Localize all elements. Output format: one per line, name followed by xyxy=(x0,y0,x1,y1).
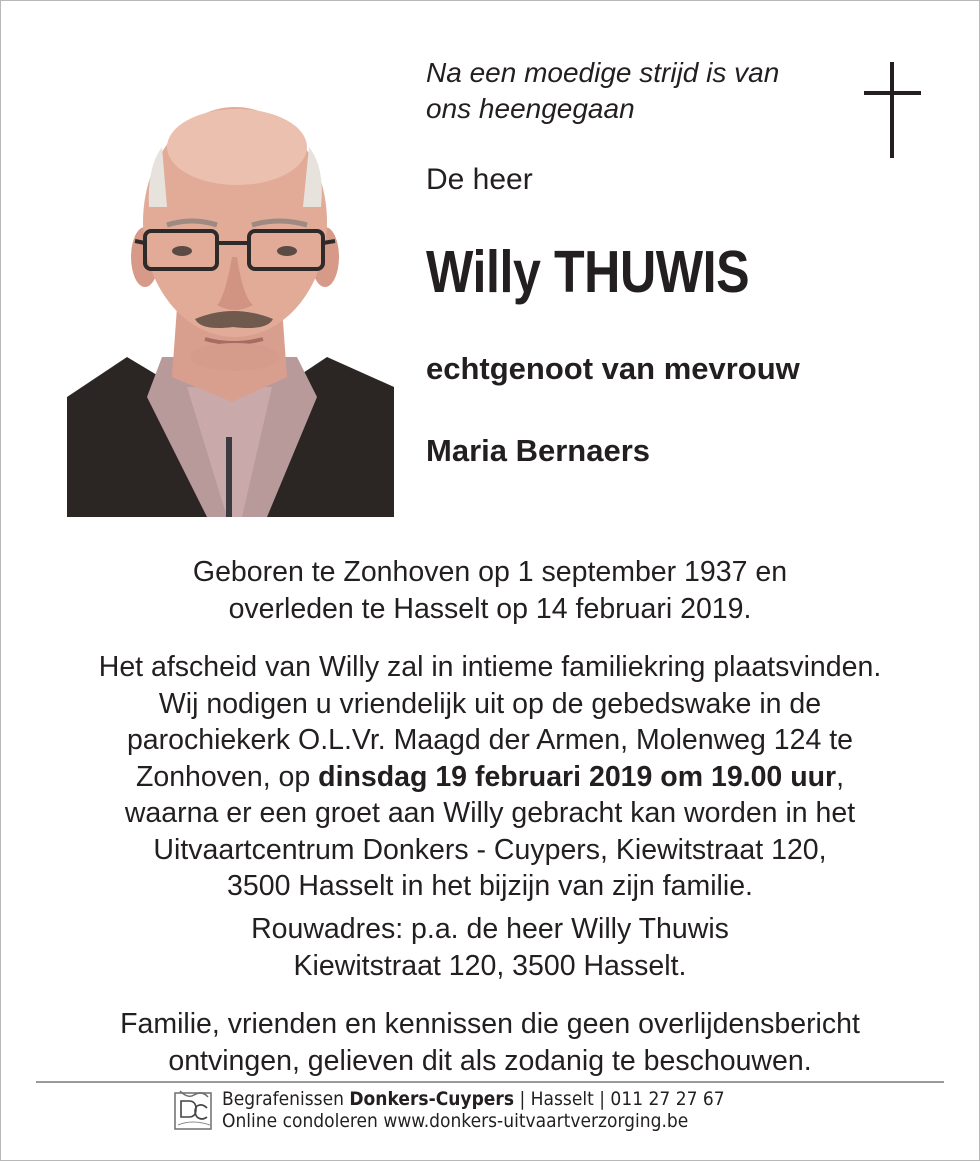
salutation: De heer xyxy=(426,163,533,196)
footer-company: Donkers-Cuypers xyxy=(349,1088,515,1110)
mourning-address-line-2: Kiewitstraat 120, 3500 Hasselt. xyxy=(293,949,687,982)
portrait-photo xyxy=(67,57,394,517)
footer-separator-2: | xyxy=(593,1088,611,1110)
cross-icon xyxy=(864,62,924,160)
footer-divider xyxy=(36,1081,944,1083)
death-line: overleden te Hasselt op 14 februari 2019. xyxy=(228,592,752,625)
ceremony-date: dinsdag 19 februari 2019 om 19.00 uur xyxy=(318,760,837,793)
deceased-name: Willy THUWIS xyxy=(426,239,750,305)
intro-text xyxy=(426,55,846,127)
mourning-address-line-1: Rouwadres: p.a. de heer Willy Thuwis xyxy=(251,913,729,945)
ceremony-line-2: Wij nodigen u vriendelijk uit op de gebedswake in de xyxy=(158,687,822,720)
notice-line-2: ontvingen, gelieven dit als zodanig te beschouwen. xyxy=(168,1044,812,1077)
funeral-home-logo-icon xyxy=(174,1089,214,1131)
notice-paragraph xyxy=(20,1006,960,1079)
footer-condolence-link: Online condoleren www.donkers-uitvaartverzorging.be xyxy=(222,1110,689,1132)
spouse-relation: echtgenoot van mevrouw xyxy=(426,351,800,386)
ceremony-paragraph xyxy=(20,649,960,905)
ceremony-line-1: Het afscheid van Willy zal in intieme familiekring plaatsvinden. xyxy=(98,651,882,683)
intro-line-1: Na een moedige strijd is van xyxy=(426,57,780,88)
ceremony-line-5: waarna er een groet aan Willy gebracht kan worden in het xyxy=(124,797,856,829)
ceremony-line-4 xyxy=(20,759,960,796)
ceremony-line-6: Uitvaartcentrum Donkers - Cuypers, Kiewitstraat 120, xyxy=(153,833,827,866)
intro-line-2: ons heengegaan xyxy=(426,93,635,124)
footer-city: Hasselt xyxy=(530,1088,594,1110)
footer-text xyxy=(222,1088,725,1132)
spouse-name: Maria Bernaers xyxy=(426,433,651,468)
birth-death-paragraph xyxy=(20,554,960,627)
footer-prefix: Begrafenissen xyxy=(222,1088,350,1110)
footer-phone: 011 27 27 67 xyxy=(610,1088,725,1110)
ceremony-line-4-start: Zonhoven, op xyxy=(135,760,319,793)
mourning-address xyxy=(20,911,960,984)
ceremony-line-3: parochiekerk O.L.Vr. Maagd der Armen, Molenweg 124 te xyxy=(126,724,854,756)
ceremony-line-7: 3500 Hasselt in het bijzijn van zijn familie. xyxy=(227,870,753,902)
birth-line: Geboren te Zonhoven op 1 september 1937 en xyxy=(192,556,788,588)
footer-separator-1: | xyxy=(514,1088,531,1110)
ceremony-line-4-end: , xyxy=(836,760,845,793)
footer-line-1 xyxy=(222,1088,725,1110)
notice-line-1: Familie, vrienden en kennissen die geen overlijdensbericht xyxy=(120,1008,860,1040)
